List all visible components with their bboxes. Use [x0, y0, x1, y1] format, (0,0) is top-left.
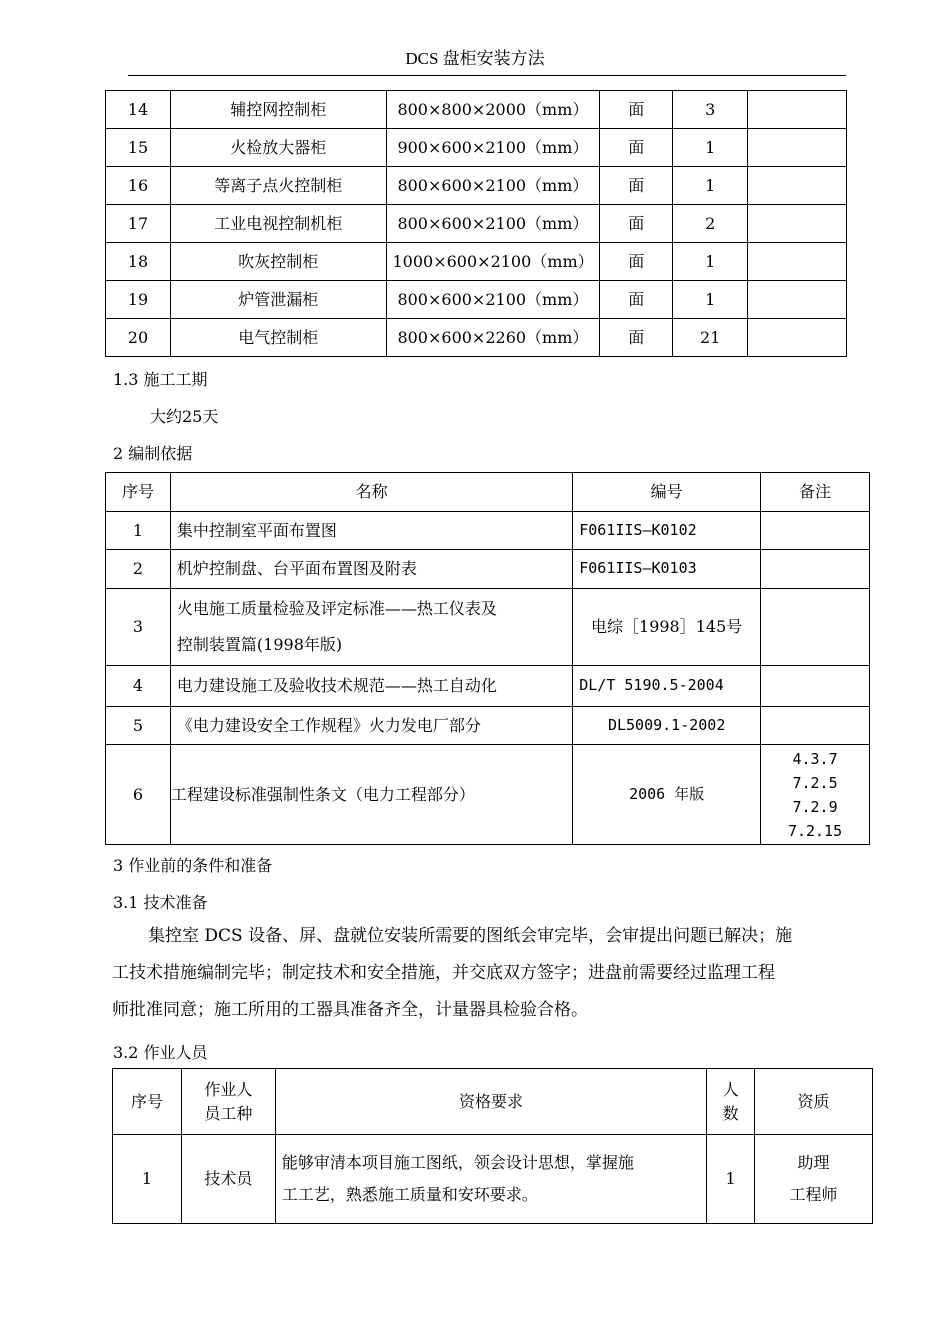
cell-name: 机炉控制盘、台平面布置图及附表 [170, 550, 572, 589]
cell-code: F061IIS—K0103 [573, 550, 761, 589]
cell-qty: 1 [673, 167, 748, 205]
cabinet-row [106, 319, 847, 357]
header-line: 人 [722, 1080, 739, 1100]
name-line: 控制装置篇(1998年版) [176, 635, 343, 654]
cell-name: 辅控网控制柜 [170, 91, 386, 129]
cell-note [748, 281, 847, 319]
personnel-row [113, 1135, 873, 1224]
cabinet-row [106, 91, 847, 129]
cell-remarks [761, 589, 870, 666]
section-2-heading: 2 编制依据 [113, 444, 193, 463]
cell-qualification [755, 1135, 873, 1224]
cabinet-row [106, 281, 847, 319]
header-cell: 序号 [106, 473, 171, 512]
cell-no: 4 [106, 666, 171, 707]
cell-unit: 面 [600, 243, 673, 281]
cell-note [748, 129, 847, 167]
section-3-2-heading: 3.2 作业人员 [113, 1043, 208, 1062]
cell-no: 14 [106, 91, 171, 129]
cell-size: 800×600×2100（mm） [386, 167, 600, 205]
basis-row [106, 550, 870, 589]
cell-unit: 面 [600, 91, 673, 129]
basis-row [106, 666, 870, 707]
remark-line: 7.2.9 [792, 797, 838, 816]
cell-note [748, 91, 847, 129]
cell-name: 等离子点火控制柜 [170, 167, 386, 205]
cell-note [748, 167, 847, 205]
cell-no: 1 [113, 1135, 182, 1224]
header-cell: 名称 [170, 473, 572, 512]
cell-note [748, 319, 847, 357]
cell-remarks [761, 707, 870, 745]
cell-no: 3 [106, 589, 171, 666]
cell-name: 集中控制室平面布置图 [170, 512, 572, 550]
section-1-3-heading: 1.3 施工工期 [113, 370, 208, 389]
cell-no: 5 [106, 707, 171, 745]
header-divider [128, 75, 846, 76]
remark-line: 4.3.7 [792, 749, 838, 768]
header-line: 数 [722, 1103, 739, 1123]
cell-count: 1 [707, 1135, 755, 1224]
paragraph-line: 师批准同意；施工所用的工器具准备齐全，计量器具检验合格。 [112, 1000, 588, 1020]
paragraph-line: 工技术措施编制完毕；制定技术和安全措施，并交底双方签字；进盘前需要经过监理工程 [112, 963, 775, 983]
cell-no: 16 [106, 167, 171, 205]
basis-row [106, 512, 870, 550]
section-3-1-paragraph [112, 918, 872, 1029]
cell-name: 《电力建设安全工作规程》火力发电厂部分 [170, 707, 572, 745]
basis-table [105, 472, 870, 845]
header-cell-qualification: 资质 [755, 1069, 873, 1135]
cell-note [748, 243, 847, 281]
cell-code: 电综［1998］145号 [573, 589, 761, 666]
header-cell-no: 序号 [113, 1069, 182, 1135]
paragraph-line: 集控室 DCS 设备、屏、盘就位安装所需要的图纸会审完毕，会审提出问题已解决；施 [148, 926, 793, 946]
cell-no: 20 [106, 319, 171, 357]
requirement-line: 工工艺，熟悉施工质量和安环要求。 [281, 1185, 538, 1204]
cell-name: 工业电视控制机柜 [170, 205, 386, 243]
cell-no: 15 [106, 129, 171, 167]
cell-qty: 1 [673, 281, 748, 319]
cell-no: 19 [106, 281, 171, 319]
cell-no: 2 [106, 550, 171, 589]
cell-code: DL5009.1-2002 [573, 707, 761, 745]
cell-size: 800×600×2100（mm） [386, 205, 600, 243]
cell-unit: 面 [600, 281, 673, 319]
header-cell: 备注 [761, 473, 870, 512]
header-cell: 编号 [573, 473, 761, 512]
cell-code: F061IIS—K0102 [573, 512, 761, 550]
header-line: 员工种 [204, 1103, 253, 1123]
cell-code: DL/T 5190.5-2004 [573, 666, 761, 707]
cell-name: 火检放大器柜 [170, 129, 386, 167]
header-cell-count [707, 1069, 755, 1135]
cabinet-table [105, 90, 847, 357]
cell-name: 工程建设标准强制性条文（电力工程部分） [170, 745, 572, 845]
cell-remarks [761, 512, 870, 550]
cell-no: 18 [106, 243, 171, 281]
cell-remarks [761, 550, 870, 589]
basis-row [106, 745, 870, 845]
cell-name: 吹灰控制柜 [170, 243, 386, 281]
qualification-line: 工程师 [789, 1185, 838, 1204]
cell-unit: 面 [600, 319, 673, 357]
cell-no: 1 [106, 512, 171, 550]
cabinet-row [106, 243, 847, 281]
basis-row [106, 707, 870, 745]
cell-qty: 2 [673, 205, 748, 243]
cell-name: 炉管泄漏柜 [170, 281, 386, 319]
cabinet-row [106, 129, 847, 167]
page-header-title: DCS 盘柜安装方法 [405, 49, 545, 68]
cell-qty: 1 [673, 129, 748, 167]
cell-no: 6 [106, 745, 171, 845]
header-cell-type [181, 1069, 275, 1135]
cell-size: 800×800×2000（mm） [386, 91, 600, 129]
cabinet-row [106, 167, 847, 205]
cell-size: 900×600×2100（mm） [386, 129, 600, 167]
cell-requirement [275, 1135, 706, 1224]
personnel-header-row [113, 1069, 873, 1135]
cell-remarks [761, 666, 870, 707]
cell-qty: 21 [673, 319, 748, 357]
basis-header-row [106, 473, 870, 512]
cell-size: 800×600×2260（mm） [386, 319, 600, 357]
cell-unit: 面 [600, 129, 673, 167]
cell-unit: 面 [600, 167, 673, 205]
cell-unit: 面 [600, 205, 673, 243]
cell-code: 2006 年版 [573, 745, 761, 845]
cell-size: 1000×600×2100（mm） [386, 243, 600, 281]
cell-name: 电气控制柜 [170, 319, 386, 357]
cabinet-row [106, 205, 847, 243]
basis-row [106, 589, 870, 666]
cell-size: 800×600×2100（mm） [386, 281, 600, 319]
qualification-line: 助理 [797, 1153, 830, 1172]
name-line: 火电施工质量检验及评定标准——热工仪表及 [176, 599, 497, 618]
cell-qty: 1 [673, 243, 748, 281]
remark-line: 7.2.15 [787, 821, 843, 840]
section-3-heading: 3 作业前的条件和准备 [113, 856, 273, 875]
cell-type: 技术员 [181, 1135, 275, 1224]
section-3-1-heading: 3.1 技术准备 [113, 893, 208, 912]
cell-name: 电力建设施工及验收技术规范——热工自动化 [170, 666, 572, 707]
cell-remarks [761, 745, 870, 845]
section-1-3-text: 大约25天 [150, 407, 219, 426]
header-line: 作业人 [204, 1080, 253, 1100]
remark-line: 7.2.5 [792, 773, 838, 792]
cell-name [170, 589, 572, 666]
personnel-table [112, 1068, 873, 1224]
requirement-line: 能够审清本项目施工图纸，领会设计思想，掌握施 [281, 1153, 634, 1172]
cell-qty: 3 [673, 91, 748, 129]
cell-no: 17 [106, 205, 171, 243]
header-cell-requirement: 资格要求 [275, 1069, 706, 1135]
cell-note [748, 205, 847, 243]
